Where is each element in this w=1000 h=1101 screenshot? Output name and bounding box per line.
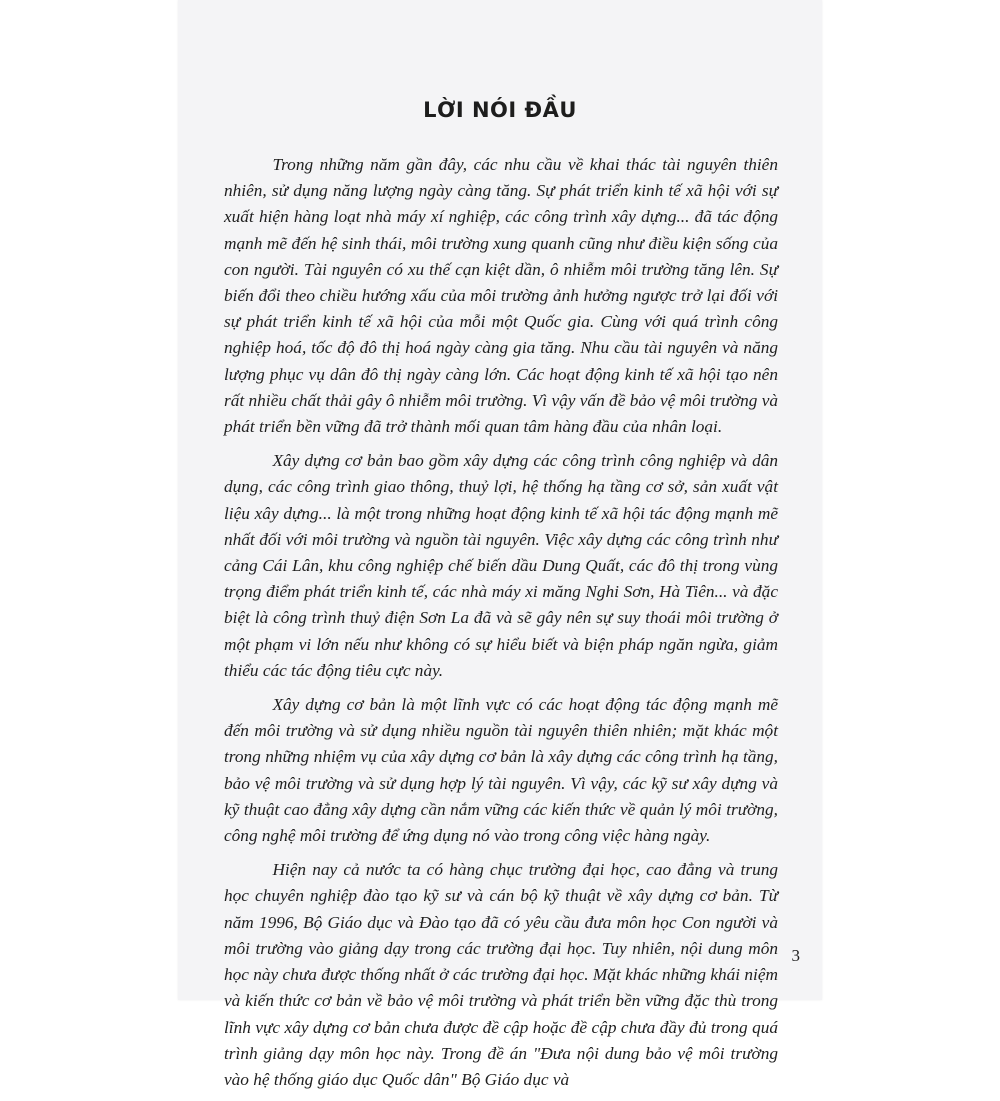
paragraph: Xây dựng cơ bản là một lĩnh vực có các hoạt động tác động mạnh mẽ đến môi trường và sử dụng nhiều nguồn tài nguyên thiên nhiên; mặt khác một trong những nhiệm vụ của xây dựng cơ bản là xây dựng các công trình hạ tầng, bảo vệ môi trường và sử dụng hợp lý tài nguyên. Vì vậy, các kỹ sư xây dựng và kỹ thuật cao đẳng xây dựng cần nắm vững các kiến thức về quản lý môi trường, công nghệ môi trường để ứng dụng nó vào trong công việc hàng ngày.: [224, 695, 778, 846]
paragraph: Trong những năm gần đây, các nhu cầu về khai thác tài nguyên thiên nhiên, sử dụng năng lượng ngày càng tăng. Sự phát triển kinh tế xã hội với sự xuất hiện hàng loạt nhà máy xí nghiệp, các công trình xây dựng... đã tác động mạnh mẽ đến hệ sinh thái, môi trường xung quanh cũng như điều kiện sống của con người. Tài nguyên có xu thế cạn kiệt dần, ô nhiễm môi trường tăng lên. Sự biến đổi theo chiều hướng xấu của môi trường ảnh hưởng ngược trở lại đối với sự phát triển kinh tế xã hội của mỗi một Quốc gia. Cùng với quá trình công nghiệp hoá, tốc độ đô thị hoá ngày càng gia tăng. Nhu cầu tài nguyên và năng lượng phục vụ dân đô thị ngày càng lớn. Các hoạt động kinh tế xã hội tạo nên rất nhiều chất thải gây ô nhiễm môi trường. Vì vậy vấn đề bảo vệ môi trường và phát triển bền vững đã trở thành mối quan tâm hàng đầu của nhân loại.: [224, 155, 778, 437]
body-text: [224, 152, 778, 1101]
page-title: LỜI NÓI ĐẦU: [423, 98, 577, 122]
page-number: 3: [791, 946, 800, 965]
paragraph: Xây dựng cơ bản bao gồm xây dựng các công trình công nghiệp và dân dụng, các công trình giao thông, thuỷ lợi, hệ thống hạ tầng cơ sở, sản xuất vật liệu xây dựng... là một trong những hoạt động kinh tế xã hội tác động mạnh mẽ nhất đối với môi trường và nguồn tài nguyên. Việc xây dựng các công trình như cảng Cái Lân, khu công nghiệp chế biến dầu Dung Quất, các đô thị trong vùng trọng điểm phát triển kinh tế, các nhà máy xi măng Nghi Sơn, Hà Tiên... và đặc biệt là công trình thuỷ điện Sơn La đã và sẽ gây nên sự suy thoái môi trường ở một phạm vi lớn nếu như không có sự hiểu biết và biện pháp ngăn ngừa, giảm thiểu các tác động tiêu cực này.: [224, 451, 778, 680]
book-page: [178, 0, 822, 1089]
paragraph: Hiện nay cả nước ta có hàng chục trường đại học, cao đẳng và trung học chuyên nghiệp đào tạo kỹ sư và cán bộ kỹ thuật về xây dựng cơ bản. Từ năm 1996, Bộ Giáo dục và Đào tạo đã có yêu cầu đưa môn học Con người và môi trường vào giảng dạy trong các trường đại học. Tuy nhiên, nội dung môn học này chưa được thống nhất ở các trường đại học. Mặt khác những khái niệm và kiến thức cơ bản về bảo vệ môi trường và phát triển bền vững đặc thù trong lĩnh vực xây dựng cơ bản chưa được đề cập hoặc đề cập chưa đầy đủ trong quá trình giảng dạy môn học này. Trong đề án "Đưa nội dung bảo vệ môi trường vào hệ thống giáo dục Quốc dân" Bộ Giáo dục và: [224, 860, 778, 1089]
